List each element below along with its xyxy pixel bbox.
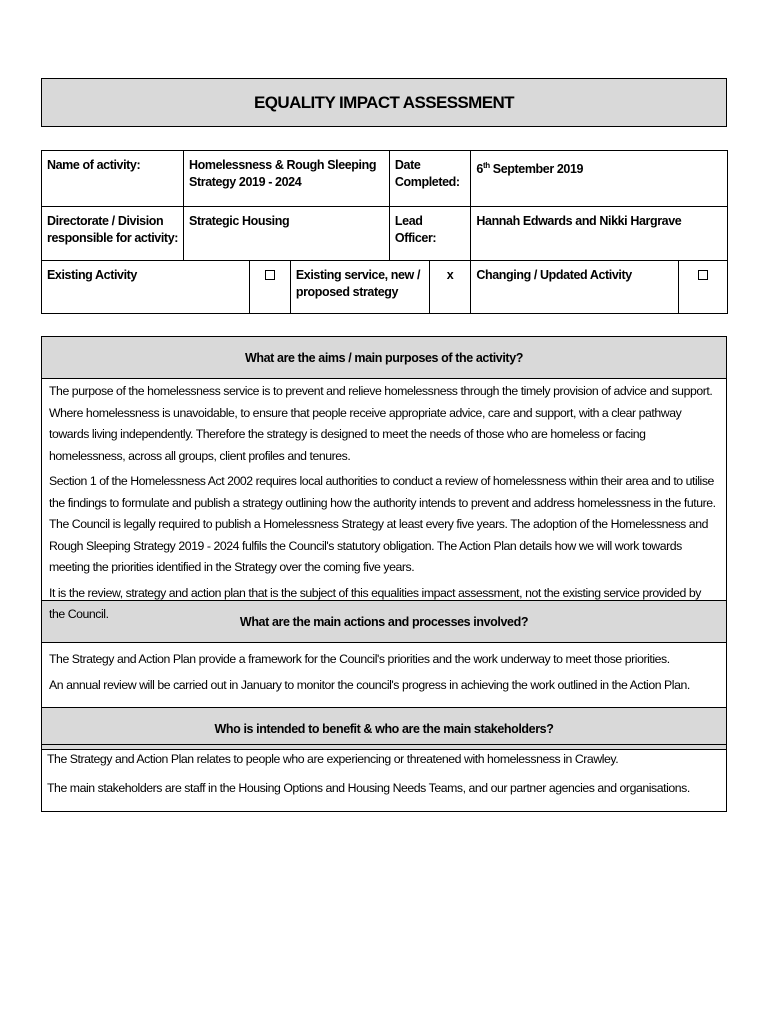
date-completed-label: Date Completed: xyxy=(389,151,470,207)
stakeholders-heading: Who is intended to benefit & who are the main stakeholders? xyxy=(42,707,726,749)
existing-new-strategy-checkbox[interactable] xyxy=(429,261,471,314)
info-row-directorate xyxy=(42,207,728,261)
actions-paragraph: The Strategy and Action Plan provide a framework for the Council's priorities and the work underway to meet those priorities. xyxy=(49,652,670,666)
info-row-name xyxy=(42,151,728,207)
changing-activity-label: Changing / Updated Activity xyxy=(471,261,679,314)
info-row-activity-type xyxy=(42,261,728,314)
date-completed-value xyxy=(471,151,728,207)
stakeholders-paragraph: The main stakeholders are staff in the Housing Options and Housing Needs Teams, and our partner agencies and organisations. xyxy=(47,781,690,795)
actions-paragraph: An annual review will be carried out in January to monitor the council's progress in achieving the work outlined in the Action Plan. xyxy=(49,677,690,692)
actions-heading: What are the main actions and processes involved? xyxy=(42,600,726,643)
date-rest: September 2019 xyxy=(489,162,584,177)
aims-paragraph: It is the review, strategy and action plan that is the subject of this equalities impact assessment, not the existing service provided by the Council. xyxy=(49,585,701,621)
stakeholders-body xyxy=(41,744,727,812)
document-title xyxy=(41,78,727,127)
existing-activity-checkbox[interactable] xyxy=(250,261,291,314)
lead-officer-label: Lead Officer: xyxy=(389,207,470,261)
directorate-value: Strategic Housing xyxy=(184,207,390,261)
existing-activity-label: Existing Activity xyxy=(42,261,250,314)
activity-info-table xyxy=(41,150,728,314)
document-title-text: EQUALITY IMPACT ASSESSMENT xyxy=(254,92,514,112)
empty-checkbox-icon xyxy=(265,270,275,280)
aims-section xyxy=(41,336,727,750)
name-of-activity-value: Homelessness & Rough Sleeping Strategy 2019 - 2024 xyxy=(184,151,390,207)
date-day: 6 xyxy=(476,162,483,177)
aims-paragraph: Section 1 of the Homelessness Act 2002 requires local authorities to conduct a review of homelessness within their area and to utilise the findings to formulate and publish a strategy outlining how the authority intends to prevent and address homelessness in the future. The Council is legally required to publish a Homelessness Strategy at least every five years. The adoption of the Homelessness and Rough Sleeping Strategy 2019 - 2024 fulfils the Council's statutory obligation. The Action Plan details how we will work towards meeting the priorities identified in the Strategy over the coming five years. xyxy=(49,474,716,574)
existing-new-strategy-label: Existing service, new / proposed strategy xyxy=(290,261,429,314)
name-of-activity-label: Name of activity: xyxy=(42,151,184,207)
stakeholders-paragraph: The Strategy and Action Plan relates to people who are experiencing or threatened with homelessness in Crawley. xyxy=(47,752,619,766)
aims-body xyxy=(42,379,726,621)
changing-activity-checkbox[interactable] xyxy=(679,261,728,314)
empty-checkbox-icon xyxy=(698,270,708,280)
x-mark: x xyxy=(446,268,454,282)
lead-officer-value: Hannah Edwards and Nikki Hargrave xyxy=(471,207,728,261)
date-suffix: th xyxy=(482,161,490,170)
directorate-label: Directorate / Division responsible for activity: xyxy=(42,207,184,261)
aims-heading: What are the aims / main purposes of the activity? xyxy=(42,337,726,379)
aims-paragraph: The purpose of the homelessness service is to prevent and relieve homelessness through the timely provision of advice and support. Where homelessness is unavoidable, to ensure that people receive appropriate advice, care and support, with a clear pathway towards living independently. Therefore the strategy is designed to meet the needs of those who are homeless or facing homelessness, across all groups, client profiles and tenures. xyxy=(49,384,713,463)
actions-body xyxy=(42,643,726,707)
